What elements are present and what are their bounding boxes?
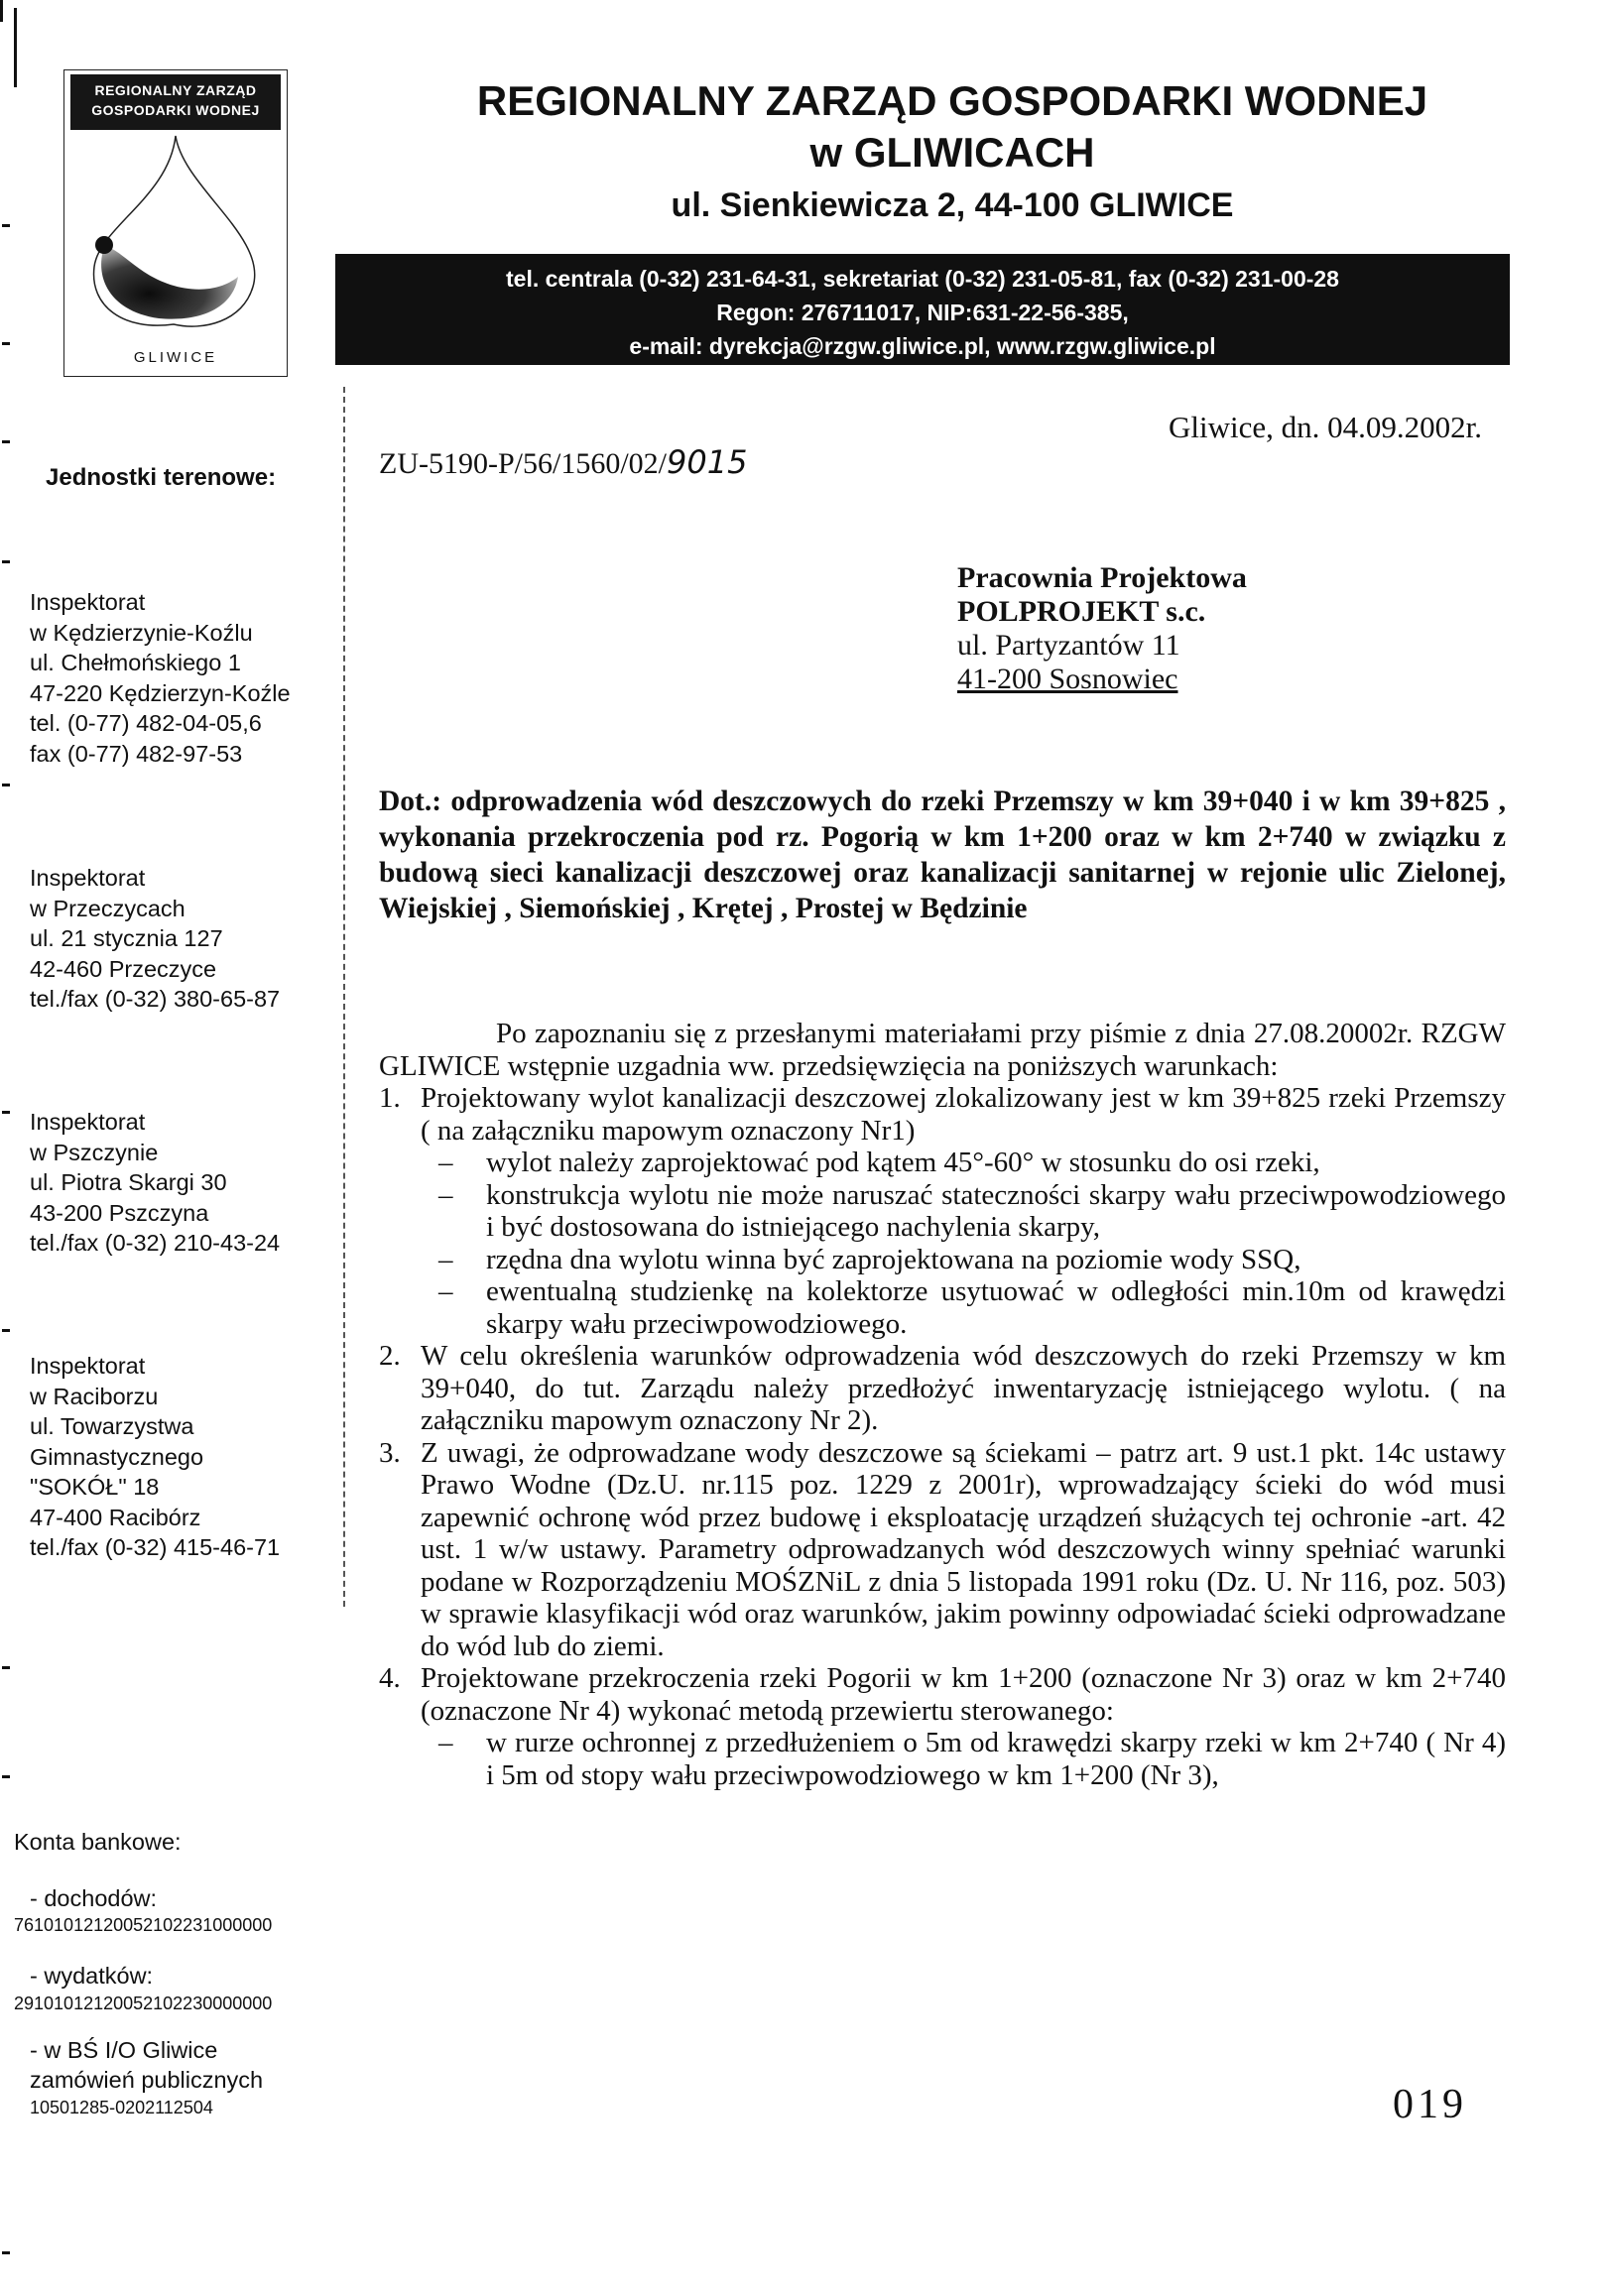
- organization-title: [436, 75, 1468, 179]
- office-line: tel. (0-77) 482-04-05,6: [30, 710, 262, 736]
- bank-accounts-heading: Konta bankowe:: [14, 1829, 182, 1855]
- procurement-account-label: - w BŚ I/O Gliwice: [30, 2036, 218, 2063]
- recipient-city: 41-200 Sosnowiec: [957, 663, 1178, 695]
- office-line: tel./fax (0-32) 210-43-24: [30, 1230, 281, 1256]
- office-przeczyce: [30, 863, 280, 1015]
- procurement-account-label2: zamówień publicznych: [30, 2067, 264, 2093]
- office-line: w Raciborzu: [30, 1383, 159, 1409]
- contact-registration: Regon: 276711017, NIP:631-22-56-385,: [716, 300, 1129, 325]
- condition-item: [379, 1662, 1506, 1727]
- office-line: 47-220 Kędzierzyn-Koźle: [30, 679, 291, 706]
- office-line: ul. Piotra Skargi 30: [30, 1169, 227, 1195]
- scan-edge-mark: [2, 1329, 10, 1332]
- income-account-label: - dochodów:: [30, 1884, 158, 1911]
- office-line: ul. Chełmońskiego 1: [30, 650, 241, 675]
- logo-city-text: GLIWICE: [133, 349, 218, 366]
- scan-edge-mark: [14, 8, 17, 87]
- subitem-text: rzędna dna wylotu winna być zaprojektowana na poziomie wody SSQ,: [486, 1243, 1301, 1275]
- office-line: fax (0-77) 482-97-53: [30, 740, 243, 767]
- scan-edge-mark: [2, 560, 10, 563]
- recipient-address: [957, 561, 1247, 696]
- organization-address: ul. Sienkiewicza 2, 44-100 GLIWICE: [671, 186, 1234, 224]
- scan-edge-mark: [2, 2251, 10, 2254]
- office-line: ul. Towarzystwa: [30, 1413, 194, 1439]
- page-number: 019: [1393, 2082, 1467, 2127]
- water-drop-icon: [64, 128, 287, 336]
- condition-number: 2.: [379, 1340, 401, 1372]
- sidebar-divider: [343, 387, 345, 1607]
- office-pszczyna: [30, 1107, 280, 1259]
- organization-logo: [63, 69, 288, 377]
- logo-text-line1: REGIONALNY ZARZĄD: [94, 82, 257, 98]
- contact-phones: tel. centrala (0-32) 231-64-31, sekretariat (0-32) 231-05-81, fax (0-32) 231-00-28: [506, 266, 1339, 292]
- office-line: tel./fax (0-32) 380-65-87: [30, 986, 281, 1012]
- subitem-text: ewentualną studzienkę na kolektorze usytuować w odległości min.10m od krawędzi skarpy wału przeciwpowodziowego.: [486, 1275, 1506, 1340]
- recipient-street: ul. Partyzantów 11: [957, 629, 1180, 662]
- office-line: 47-400 Racibórz: [30, 1504, 201, 1530]
- office-line: Gimnastycznego: [30, 1443, 204, 1470]
- office-line: Inspektorat: [30, 1109, 146, 1135]
- condition-subitem: – wylot należy zaprojektować pod kątem 45°-60° w stosunku do osi rzeki,: [438, 1147, 1320, 1178]
- letter-body: [379, 1018, 1506, 1791]
- scan-edge-mark: [2, 784, 10, 786]
- subitem-text: wylot należy zaprojektować pod kątem 45°-60° w stosunku do osi rzeki,: [486, 1147, 1320, 1178]
- income-account-number: 76101012120052102231000000: [14, 1915, 273, 1935]
- recipient-line1: Pracownia Projektowa: [957, 561, 1247, 594]
- condition-item: [379, 1082, 1506, 1147]
- reference-handwritten: 9015: [667, 443, 748, 481]
- condition-subitem: – w rurze ochronnej z przedłużeniem o 5m od krawędzi skarpy rzeki w km 2+740 ( Nr 4) i 5m od stopy wału przeciwpowodziowego w km 1+200 (Nr 3),: [438, 1727, 1506, 1791]
- reference-number: [379, 443, 747, 481]
- scan-edge-mark: [2, 440, 10, 443]
- office-line: "SOKÓŁ" 18: [30, 1474, 160, 1500]
- condition-number: 4.: [379, 1662, 401, 1694]
- scan-edge-mark: [2, 342, 10, 345]
- contact-email-web: e-mail: dyrekcja@rzgw.gliwice.pl, www.rzgw.gliwice.pl: [629, 333, 1216, 359]
- office-line: w Pszczynie: [30, 1139, 159, 1165]
- condition-subitem: – konstrukcja wylotu nie może naruszać stateczności skarpy wału przeciwpowodziowego i być dostosowana do istniejącego nachylenia skarpy,: [438, 1178, 1506, 1243]
- recipient-line2: POLPROJEKT s.c.: [957, 595, 1206, 628]
- scan-edge-mark: [2, 1666, 10, 1669]
- scan-edge-mark: [0, 0, 3, 22]
- condition-text: Projektowany wylot kanalizacji deszczowej zlokalizowany jest w km 39+825 rzeki Przemszy ( na załączniku mapowym oznaczony Nr1): [421, 1082, 1506, 1147]
- office-line: 43-200 Pszczyna: [30, 1199, 209, 1226]
- subitem-text: w rurze ochronnej z przedłużeniem o 5m od krawędzi skarpy rzeki w km 2+740 ( Nr 4) i 5m od stopy wału przeciwpowodziowego w km 1+200 (Nr 3),: [486, 1727, 1506, 1791]
- office-line: 42-460 Przeczyce: [30, 955, 217, 982]
- letter-date: Gliwice, dn. 04.09.2002r.: [1169, 410, 1482, 444]
- procurement-account-number: 10501285-0202112504: [30, 2097, 213, 2117]
- condition-number: 1.: [379, 1082, 401, 1114]
- reference-typed: ZU-5190-P/56/1560/02/: [379, 447, 667, 480]
- office-raciborz: [30, 1351, 280, 1563]
- office-line: w Kędzierzynie-Koźlu: [30, 619, 253, 646]
- field-units-heading: Jednostki terenowe:: [46, 464, 277, 491]
- logo-text-line2: GOSPODARKI WODNEJ: [91, 102, 260, 118]
- condition-item: [379, 1340, 1506, 1437]
- scan-edge-mark: [2, 1111, 10, 1114]
- office-line: w Przeczycach: [30, 895, 185, 921]
- office-line: Inspektorat: [30, 865, 146, 891]
- scan-edge-mark: [2, 1775, 10, 1778]
- condition-number: 3.: [379, 1436, 401, 1469]
- condition-subitem: – ewentualną studzienkę na kolektorze usytuować w odległości min.10m od krawędzi skarpy wału przeciwpowodziowego.: [438, 1275, 1506, 1340]
- letter-subject: Dot.: odprowadzenia wód deszczowych do rzeki Przemszy w km 39+040 i w km 39+825 , wykonania przekroczenia pod rz. Pogorią w km 1+200 oraz w km 2+740 w związku z budową sieci kanalizacji deszczowej oraz kanalizacji sanitarnej w rejonie ulic Zielonej, Wiejskiej , Siemońskiej , Krętej , Prostej w Będzinie: [379, 785, 1506, 924]
- bank-accounts: [14, 1827, 273, 2119]
- subitem-text: konstrukcja wylotu nie może naruszać stateczności skarpy wału przeciwpowodziowego i być dostosowana do istniejącego nachylenia skarpy,: [486, 1178, 1506, 1243]
- office-line: Inspektorat: [30, 589, 146, 615]
- office-line: ul. 21 stycznia 127: [30, 925, 223, 951]
- condition-item: [379, 1437, 1506, 1663]
- intro-paragraph: Po zapoznaniu się z przesłanymi materiałami przy piśmie z dnia 27.08.20002r. RZGW GLIWICE wstępnie uzgadnia ww. przedsięwzięcia na poniższych warunkach:: [379, 1018, 1506, 1082]
- expense-account-number: 29101012120052102230000000: [14, 1993, 273, 2013]
- office-kedzierzyn: [30, 587, 291, 769]
- condition-text: Projektowane przekroczenia rzeki Pogorii w km 1+200 (oznaczone Nr 3) oraz w km 2+740 (oznaczone Nr 4) wykonać metodą przewiertu sterowanego:: [421, 1662, 1506, 1727]
- contact-bar: [335, 254, 1510, 365]
- office-line: tel./fax (0-32) 415-46-71: [30, 1534, 281, 1560]
- scan-edge-mark: [2, 224, 10, 227]
- logo-banner: [70, 74, 281, 130]
- organization-title-line1: REGIONALNY ZARZĄD GOSPODARKI WODNEJ: [476, 77, 1428, 124]
- condition-text: W celu określenia warunków odprowadzenia wód deszczowych do rzeki Przemszy w km 39+040, do tut. Zarządu należy przedłożyć inwentaryzację istniejącego wylotu. ( na załączniku mapowym oznaczony Nr 2).: [421, 1340, 1506, 1436]
- organization-title-line2: w GLIWICACH: [809, 129, 1095, 176]
- condition-subitem: – rzędna dna wylotu winna być zaprojektowana na poziomie wody SSQ,: [438, 1243, 1301, 1275]
- office-line: Inspektorat: [30, 1353, 146, 1379]
- condition-text: Z uwagi, że odprowadzane wody deszczowe są ściekami – patrz art. 9 ust.1 pkt. 14c ustawy Prawo Wodne (Dz.U. nr.115 poz. 1229 z 2001r), wprowadzający ścieki do wód musi zapewnić ochronę wód przez budowę i eksploatację urządzeń służących tej ochronie -art. 42 ust. 1 w/w ustawy. Parametry odprowadzanych wód deszczowych winny spełniać warunki podane w Rozporządzeniu MOŚZNiL z dnia 5 listopada 1991 roku (Dz. U. Nr 116, poz. 503) w sprawie klasyfikacji wód oraz warunków, jakim powinny odpowiadać ścieki odprowadzane do wód lub do ziemi.: [421, 1436, 1506, 1662]
- expense-account-label: - wydatków:: [30, 1963, 154, 1989]
